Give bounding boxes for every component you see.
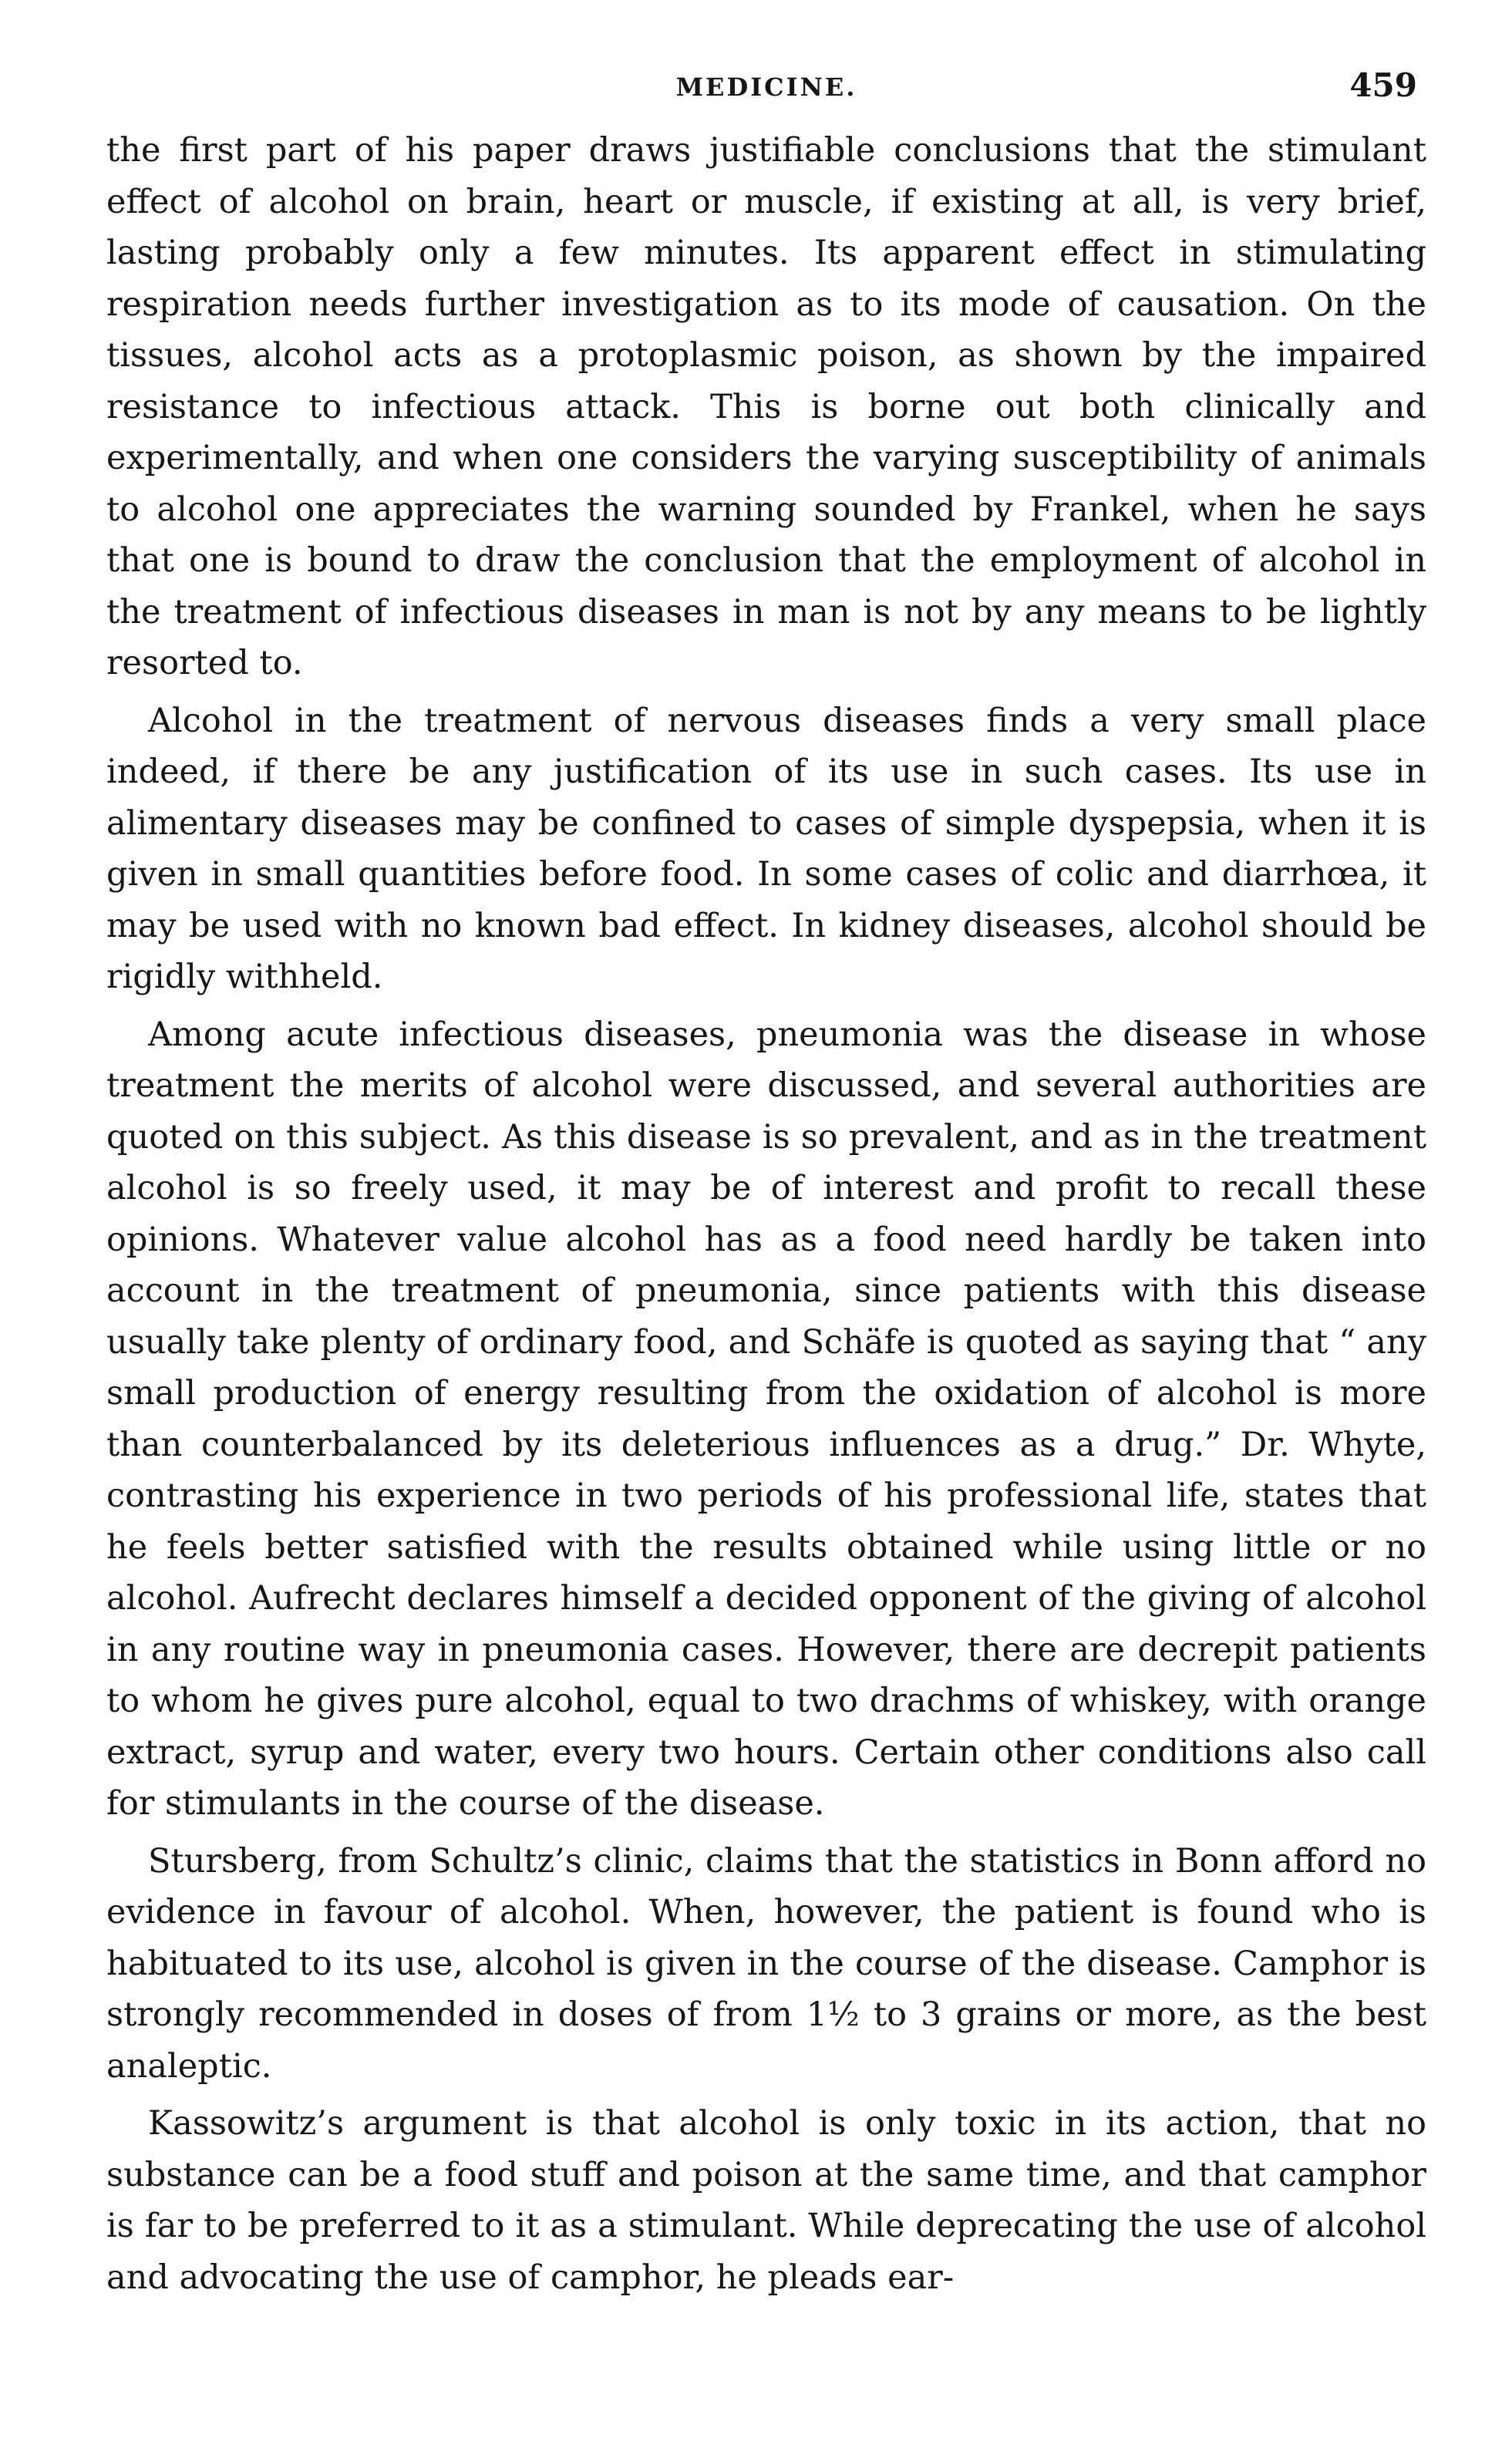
body-text: [106, 125, 1426, 2303]
page-number: 459: [1349, 66, 1417, 104]
paragraph-4: Stursberg, from Schultz’s clinic, claims that the statistics in Bonn afford no evidence in favour of alcohol. When, however, the patient is found who is habituated to its use, alcohol is given in the course of the disease. Camphor is strongly recommended in doses of from 1½ to 3 grains or more, as the best analeptic.: [106, 1841, 1426, 2086]
paragraph-2: Alcohol in the treatment of nervous diseases finds a very small place indeed, if there be any justification of its use in such cases. Its use in alimentary diseases may be confined to cases of simple dyspepsia, when it is given in small quantities before food. In some cases of colic and diarrhœa, it may be used with no known bad effect. In kidney diseases, alcohol should be rigidly withheld.: [106, 701, 1426, 996]
paragraph-3: Among acute infectious diseases, pneumonia was the disease in whose treatment the merits of alcohol were discussed, and several authorities are quoted on this subject. As this disease is so prevalent, and as in the treatment alcohol is so freely used, it may be of interest and profit to recall these opinions. Whatever value alcohol has as a food need hardly be taken into account in the treatment of pneumonia, since patients with this disease usually take plenty of ordinary food, and Schäfe is quoted as saying that “ any small production of energy resulting from the oxidation of alcohol is more than counterbalanced by its deleterious influences as a drug.” Dr. Whyte, contrasting his experience in two periods of his professional life, states that he feels better satisfied with the results obtained while using little or no alcohol. Aufrecht declares himself a decided opponent of the giving of alcohol in any routine way in pneumonia cases. However, there are decrepit patients to whom he gives pure alcohol, equal to two drachms of whiskey, with orange extract, syrup and water, every two hours. Certain other conditions also call for stimulants in the course of the disease.: [106, 1015, 1426, 1823]
page-header: [106, 62, 1426, 122]
paragraph-5: Kassowitz’s argument is that alcohol is only toxic in its action, that no substance can be a food stuff and poison at the same time, and that camphor is far to be preferred to it as a stimulant. While deprecating the use of alcohol and advocating the use of camphor, he pleads ear-: [106, 2104, 1426, 2297]
running-title: MEDICINE.: [675, 72, 857, 102]
paragraph-1: the first part of his paper draws justifiable conclusions that the stimulant effect of alcohol on brain, heart or muscle, if existing at all, is very brief, lasting probably only a few minutes. Its apparent effect in stimulating respiration needs further investigation as to its mode of causation. On the tissues, alcohol acts as a protoplasmic poison, as shown by the impaired resistance to infectious attack. This is borne out both clinically and experimentally, and when one considers the varying susceptibility of animals to alcohol one appreciates the warning sounded by Frankel, when he says that one is bound to draw the conclusion that the employment of alcohol in the treatment of infectious diseases in man is not by any means to be lightly resorted to.: [106, 131, 1426, 682]
book-page: [106, 62, 1426, 2390]
